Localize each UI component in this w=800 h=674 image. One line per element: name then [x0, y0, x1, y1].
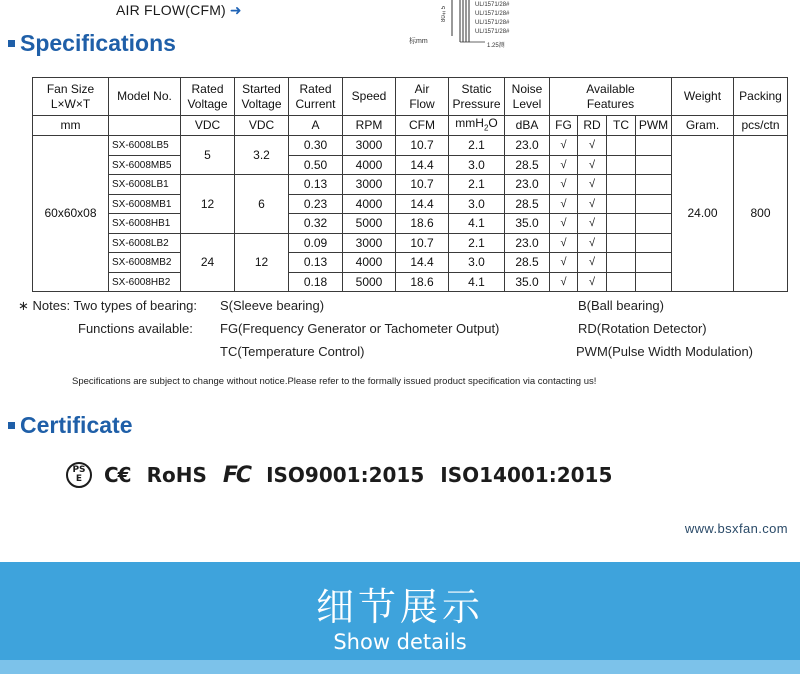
- header-speed: Speed: [343, 78, 396, 116]
- rd-check-cell: √: [578, 253, 607, 273]
- air-flow-cell: 18.6: [396, 214, 449, 234]
- rd-check-cell: √: [578, 175, 607, 195]
- rated-voltage-cell: 5: [181, 136, 235, 175]
- unit-pressure: mmH$_2$O: [449, 116, 505, 136]
- notes-bearing-label: ∗ Notes: Two types of bearing:: [18, 298, 198, 313]
- tc-cell: [607, 136, 636, 156]
- notes-tc: TC(Temperature Control): [220, 344, 365, 359]
- heading-bullet-icon: [8, 422, 15, 429]
- header-fan-size: Fan Size L×W×T: [33, 78, 109, 116]
- current-cell: 0.30: [289, 136, 343, 156]
- header-model-no: Model No.: [109, 78, 181, 116]
- noise-cell: 35.0: [505, 214, 550, 234]
- fg-check-cell: √: [550, 233, 578, 253]
- model-cell: SX-6008HB2: [109, 272, 181, 292]
- unit-weight: Gram.: [672, 116, 734, 136]
- cable-spec-3: UL/1571/28#: [475, 20, 510, 26]
- tc-cell: [607, 253, 636, 273]
- header-row: [33, 78, 788, 116]
- pwm-cell: [636, 214, 672, 234]
- air-flow-cell: 10.7: [396, 136, 449, 156]
- unit-air-flow: CFM: [396, 116, 449, 136]
- pressure-cell: 3.0: [449, 155, 505, 175]
- rated-voltage-cell: 12: [181, 175, 235, 234]
- started-voltage-cell: 6: [235, 175, 289, 234]
- rd-check-cell: √: [578, 194, 607, 214]
- fan-size-cell: 60x60x08: [33, 136, 109, 292]
- weight-cell: 24.00: [672, 136, 734, 292]
- rd-check-cell: √: [578, 214, 607, 234]
- noise-cell: 23.0: [505, 175, 550, 195]
- rated-voltage-cell: 24: [181, 233, 235, 292]
- model-cell: SX-6008MB2: [109, 253, 181, 273]
- pwm-cell: [636, 272, 672, 292]
- specifications-heading: [8, 30, 176, 57]
- tc-cell: [607, 175, 636, 195]
- current-cell: 0.13: [289, 175, 343, 195]
- current-cell: 0.13: [289, 253, 343, 273]
- pressure-cell: 4.1: [449, 214, 505, 234]
- cable-length-label: 80±5: [441, 6, 447, 23]
- air-flow-cell: 14.4: [396, 155, 449, 175]
- noise-cell: 35.0: [505, 272, 550, 292]
- noise-cell: 28.5: [505, 155, 550, 175]
- notes-fg: FG(Frequency Generator or Tachometer Output): [220, 321, 500, 336]
- rd-check-cell: √: [578, 155, 607, 175]
- air-flow-cell: 18.6: [396, 272, 449, 292]
- current-cell: 0.50: [289, 155, 343, 175]
- tc-cell: [607, 155, 636, 175]
- tc-cell: [607, 272, 636, 292]
- fg-check-cell: √: [550, 155, 578, 175]
- model-cell: SX-6008LB5: [109, 136, 181, 156]
- arrow-right-icon: ➜: [229, 2, 242, 18]
- air-flow-cell: 14.4: [396, 194, 449, 214]
- rd-check-cell: √: [578, 272, 607, 292]
- fg-check-cell: √: [550, 272, 578, 292]
- current-cell: 0.32: [289, 214, 343, 234]
- pressure-cell: 2.1: [449, 233, 505, 253]
- iso14001-logo: ISO14001:2015: [440, 463, 613, 487]
- notes-ball: B(Ball bearing): [578, 298, 664, 313]
- rd-check-cell: √: [578, 233, 607, 253]
- unit-tc: TC: [607, 116, 636, 136]
- model-cell: SX-6008MB1: [109, 194, 181, 214]
- noise-cell: 28.5: [505, 194, 550, 214]
- notes-pwm: PWM(Pulse Width Modulation): [576, 344, 753, 359]
- disclaimer-text: Specifications are subject to change without notice.Please refer to the formally issued product specification via contacting us!: [72, 376, 597, 387]
- pwm-cell: [636, 253, 672, 273]
- header-available-features: Available Features: [550, 78, 672, 116]
- pwm-cell: [636, 233, 672, 253]
- fg-check-cell: √: [550, 194, 578, 214]
- website-url: www.bsxfan.com: [684, 521, 788, 536]
- fcc-logo: FC: [222, 462, 251, 488]
- unit-started-voltage: VDC: [235, 116, 289, 136]
- dimension-drawing: [405, 0, 535, 48]
- model-cell: SX-6008MB5: [109, 155, 181, 175]
- current-cell: 0.18: [289, 272, 343, 292]
- heading-bullet-icon: [8, 40, 15, 47]
- unit-model: [109, 116, 181, 136]
- current-cell: 0.23: [289, 194, 343, 214]
- speed-cell: 4000: [343, 253, 396, 273]
- header-packing: Packing: [734, 78, 788, 116]
- banner-bottom-band: [0, 660, 800, 674]
- started-voltage-cell: 3.2: [235, 136, 289, 175]
- cable-spec-1: UL/1571/28#: [475, 2, 510, 8]
- air-flow-cell: 10.7: [396, 233, 449, 253]
- header-air-flow: Air Flow: [396, 78, 449, 116]
- unit-pwm: PWM: [636, 116, 672, 136]
- pressure-cell: 3.0: [449, 194, 505, 214]
- fg-check-cell: √: [550, 136, 578, 156]
- pwm-cell: [636, 175, 672, 195]
- pse-logo: PS E: [66, 462, 92, 488]
- noise-cell: 28.5: [505, 253, 550, 273]
- pressure-cell: 2.1: [449, 175, 505, 195]
- unit-noise: dBA: [505, 116, 550, 136]
- fg-check-cell: √: [550, 214, 578, 234]
- started-voltage-cell: 12: [235, 233, 289, 292]
- noise-cell: 23.0: [505, 233, 550, 253]
- noise-cell: 23.0: [505, 136, 550, 156]
- certificate-title: Certificate: [20, 412, 133, 438]
- table-row: [33, 136, 788, 156]
- banner-title-en: Show details: [333, 630, 467, 654]
- units-row: [33, 116, 788, 136]
- speed-cell: 5000: [343, 214, 396, 234]
- specifications-title: Specifications: [20, 30, 176, 56]
- header-weight: Weight: [672, 78, 734, 116]
- certificate-logos: [66, 462, 628, 488]
- speed-cell: 4000: [343, 155, 396, 175]
- unit-size: mm: [33, 116, 109, 136]
- unit-speed: RPM: [343, 116, 396, 136]
- unit-current: A: [289, 116, 343, 136]
- airflow-text: AIR FLOW(CFM): [116, 2, 226, 18]
- unit-rd: RD: [578, 116, 607, 136]
- speed-cell: 5000: [343, 272, 396, 292]
- header-static-pressure: Static Pressure: [449, 78, 505, 116]
- rd-check-cell: √: [578, 136, 607, 156]
- speed-cell: 3000: [343, 175, 396, 195]
- packing-cell: 800: [734, 136, 788, 292]
- unit-fg: FG: [550, 116, 578, 136]
- cable-spec-4: UL/1571/28#: [475, 29, 510, 35]
- iso9001-logo: ISO9001:2015: [266, 463, 425, 487]
- pressure-cell: 4.1: [449, 272, 505, 292]
- model-cell: SX-6008LB2: [109, 233, 181, 253]
- pwm-cell: [636, 194, 672, 214]
- connector-pitch: 1.25测: [487, 43, 505, 49]
- model-cell: SX-6008LB1: [109, 175, 181, 195]
- speed-cell: 3000: [343, 136, 396, 156]
- show-details-banner: [0, 562, 800, 674]
- unit-rated-voltage: VDC: [181, 116, 235, 136]
- pressure-cell: 2.1: [449, 136, 505, 156]
- notes-functions-label: Functions available:: [78, 321, 193, 336]
- current-cell: 0.09: [289, 233, 343, 253]
- header-noise-level: Noise Level: [505, 78, 550, 116]
- ce-logo: C€: [104, 463, 131, 487]
- banner-title-zh: 细节展示: [315, 585, 484, 629]
- pressure-cell: 3.0: [449, 253, 505, 273]
- fg-check-cell: √: [550, 175, 578, 195]
- notes-rd: RD(Rotation Detector): [578, 321, 707, 336]
- header-started-voltage: Started Voltage: [235, 78, 289, 116]
- speed-cell: 3000: [343, 233, 396, 253]
- fg-check-cell: √: [550, 253, 578, 273]
- rohs-logo: RoHS: [146, 463, 207, 487]
- air-flow-cell: 10.7: [396, 175, 449, 195]
- tc-cell: [607, 214, 636, 234]
- header-rated-current: Rated Current: [289, 78, 343, 116]
- unit-packing: pcs/ctn: [734, 116, 788, 136]
- air-flow-cell: 14.4: [396, 253, 449, 273]
- certificate-heading: [8, 412, 132, 439]
- header-rated-voltage: Rated Voltage: [181, 78, 235, 116]
- airflow-label: [116, 2, 242, 19]
- tc-cell: [607, 233, 636, 253]
- pwm-cell: [636, 155, 672, 175]
- tc-cell: [607, 194, 636, 214]
- spec-table: [32, 77, 788, 292]
- cable-spec-2: UL/1571/28#: [475, 11, 510, 17]
- speed-cell: 4000: [343, 194, 396, 214]
- pwm-cell: [636, 136, 672, 156]
- drawing-unit: 标mm: [409, 38, 428, 45]
- model-cell: SX-6008HB1: [109, 214, 181, 234]
- notes-sleeve: S(Sleeve bearing): [220, 298, 325, 313]
